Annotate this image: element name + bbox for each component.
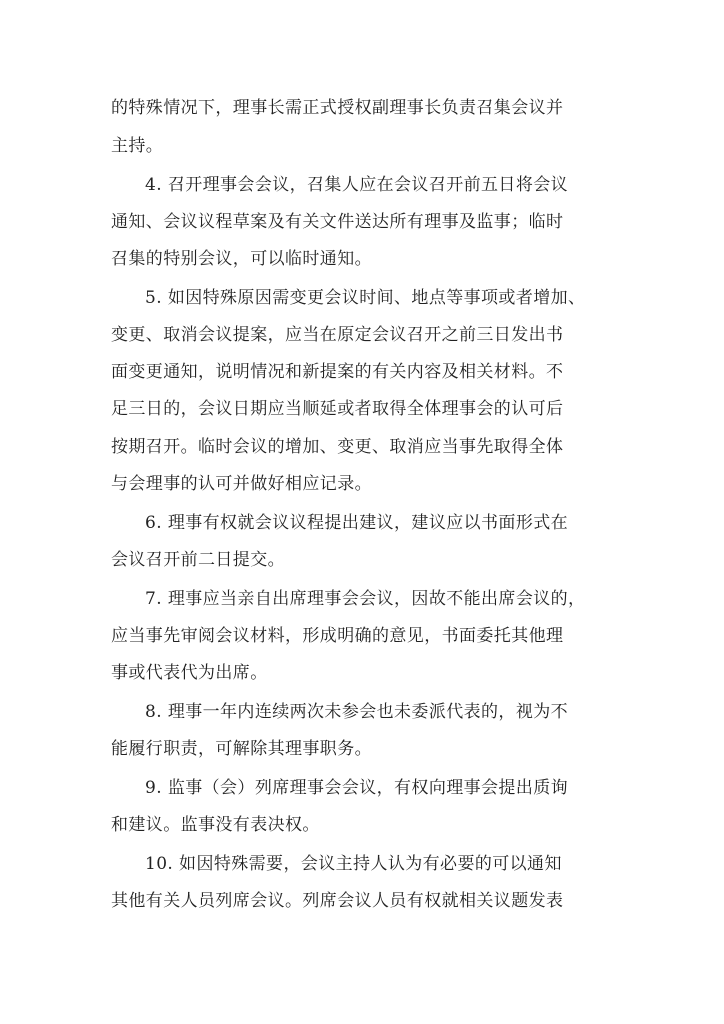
text-line: 召集的特别会议，可以临时通知。: [111, 249, 372, 269]
text-line: 5. 如因特殊原因需变更会议时间、地点等事项或者增加、: [145, 288, 586, 308]
text-line: 主持。: [111, 136, 164, 156]
text-line: 会议召开前二日提交。: [111, 550, 285, 570]
text-line: 应当事先审阅会议材料，形成明确的意见，书面委托其他理: [111, 626, 564, 646]
text-line: 9. 监事（会）列席理事会会议，有权向理事会提出质询: [145, 778, 569, 798]
text-line: 能履行职责，可解除其理事职务。: [111, 739, 372, 759]
text-line: 6. 理事有权就会议议程提出建议，建议应以书面形式在: [145, 513, 569, 533]
text-line: 事或代表代为出席。: [111, 663, 268, 683]
text-line: 按期召开。临时会议的增加、变更、取消应当事先取得全体: [111, 437, 564, 457]
text-line: 7. 理事应当亲自出席理事会会议，因故不能出席会议的，: [145, 589, 586, 609]
text-line: 通知、会议议程草案及有关文件送达所有理事及监事；临时: [111, 212, 564, 232]
text-line: 4. 召开理事会会议，召集人应在会议召开前五日将会议: [145, 175, 569, 195]
text-line: 面变更通知，说明情况和新提案的有关内容及相关材料。不: [111, 362, 564, 382]
text-line: 的特殊情况下，理事长需正式授权副理事长负责召集会议并: [111, 98, 564, 118]
text-line: 变更、取消会议提案，应当在原定会议召开之前三日发出书: [111, 325, 564, 345]
text-line: 8. 理事一年内连续两次未参会也未委派代表的，视为不: [145, 702, 569, 722]
text-line: 足三日的，会议日期应当顺延或者取得全体理事会的认可后: [111, 399, 564, 419]
text-line: 和建议。监事没有表决权。: [111, 815, 320, 835]
text-line: 其他有关人员列席会议。列席会议人员有权就相关议题发表: [111, 891, 564, 911]
text-line: 与会理事的认可并做好相应记录。: [111, 474, 372, 494]
text-line: 10. 如因特殊需要，会议主持人认为有必要的可以通知: [145, 854, 562, 874]
